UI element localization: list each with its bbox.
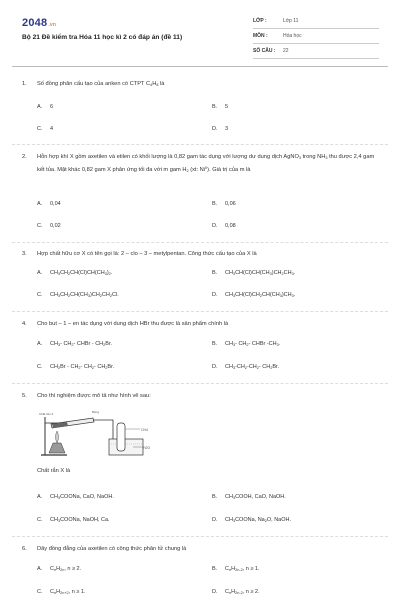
solid-label: Chất rắn X <box>39 412 54 416</box>
experiment-figure <box>37 409 157 459</box>
question-divider <box>12 383 388 384</box>
option-3d[interactable]: D. $CH_3CH(Cl)CH_2CH(CH_3)CH_3$. <box>212 292 296 298</box>
option-4d[interactable]: D. $CH_3-CH_2-CH_2-$ $CH_2Br$. <box>212 364 280 370</box>
question-2: 2. Hỗn hợp khí X gồm axetilen và etilen có khối lượng là 0,82 gam tác dụng với lượng dư dung dịch AgNO$_3$ trong $NH_3$ thu được 2,4 gam kết tủa. Mặt khác 0,82 gam X phản ứng tối đa với m gam $H_2$ (xt: Ni$^0$). Giá trị của m là <box>22 154 375 173</box>
question-3: 3. Hợp chất hữu cơ X có tên gọi là: 2 – clo – 3 – metylpentan. Công thức cấu tạo của X là <box>22 251 257 257</box>
header-divider <box>12 66 388 67</box>
question-divider <box>12 311 388 312</box>
option-6b[interactable]: B. $C_nH_{2n-2}$, n ≥ 1. <box>212 566 260 572</box>
option-6c[interactable]: C. $C_nH_{2n+2}$, n ≥ 1. <box>37 589 86 595</box>
water-label: H2O <box>143 446 151 450</box>
question-divider <box>12 242 388 243</box>
meta-count: SỐ CÂU : 22 <box>253 44 379 59</box>
option-5d[interactable]: D. $CH_3COONa$, $Na_2O$, NaOH. <box>212 517 292 523</box>
meta-box <box>253 14 379 59</box>
option-6a[interactable]: A. $C_nH_{2n}$, n ≥ 2. <box>37 566 82 572</box>
option-5b[interactable]: B. $CH_3COOH$, CaO, NaOH. <box>212 494 286 500</box>
option-3b[interactable]: B. $CH_3CH(Cl)CH(CH_3)CH_2CH_3$. <box>212 270 296 276</box>
question-divider <box>12 144 388 145</box>
option-2d[interactable]: D. 0,08 <box>212 223 236 229</box>
option-4c[interactable]: C. $CH_2Br - CH_2-$ $CH_2-$ $CH_2Br$. <box>37 364 115 370</box>
cotton-label: Bông <box>92 410 100 414</box>
option-5c[interactable]: C. $CH_3COONa$, NaOH, Ca. <box>37 517 110 523</box>
option-1b[interactable]: B. 5 <box>212 104 229 110</box>
option-2a[interactable]: A. 0,04 <box>37 201 61 207</box>
question-5-subtext: Chất rắn X là <box>37 468 71 474</box>
option-1d[interactable]: D. 3 <box>212 126 229 132</box>
option-4b[interactable]: B. $CH_3-$ $CH_2-$ CHBr $-CH_3$. <box>212 341 281 347</box>
question-6: 6. Dãy đồng đẳng của axetilen có công thức phân tử chung là <box>22 546 187 552</box>
meta-class: LỚP : Lớp 11 <box>253 14 379 29</box>
meta-subject: MÔN : Hóa học <box>253 29 379 44</box>
question-5: 5. Cho thí nghiệm được mô tả như hình vẽ sau: <box>22 393 151 399</box>
document-title: Bộ 21 Đề kiểm tra Hóa 11 học kì 2 có đáp án (đề 11) <box>22 34 183 41</box>
option-1c[interactable]: C. 4 <box>37 126 54 132</box>
option-4a[interactable]: A. $CH_3-$ $CH_2-$ CHBr - $CH_2Br$. <box>37 341 113 347</box>
option-3a[interactable]: A. $CH_3CH_2CH(Cl)CH(CH_3)_2$. <box>37 270 113 276</box>
option-2b[interactable]: B. 0,06 <box>212 201 236 207</box>
question-4: 4. Cho but – 1 – en tác dụng với dung dịch HBr thu được là sản phẩm chính là <box>22 321 229 327</box>
option-6d[interactable]: D. $C_nH_{2n-2}$, n ≥ 2. <box>212 589 260 595</box>
option-1a[interactable]: A. 6 <box>37 104 54 110</box>
question-divider <box>12 536 388 537</box>
question-1: 1. Số đồng phân cấu tạo của anken có CTPT $C_4H_8$ là <box>22 81 165 87</box>
option-5a[interactable]: A. $CH_3COONa$, CaO, NaOH. <box>37 494 114 500</box>
option-3c[interactable]: C. $CH_3CH_2CH(CH_3)CH_2CH_2Cl$. <box>37 292 119 298</box>
site-logo[interactable]: 2048.vn <box>22 17 57 29</box>
gas-label: CH4 <box>141 428 149 432</box>
option-2c[interactable]: C. 0,02 <box>37 223 61 229</box>
